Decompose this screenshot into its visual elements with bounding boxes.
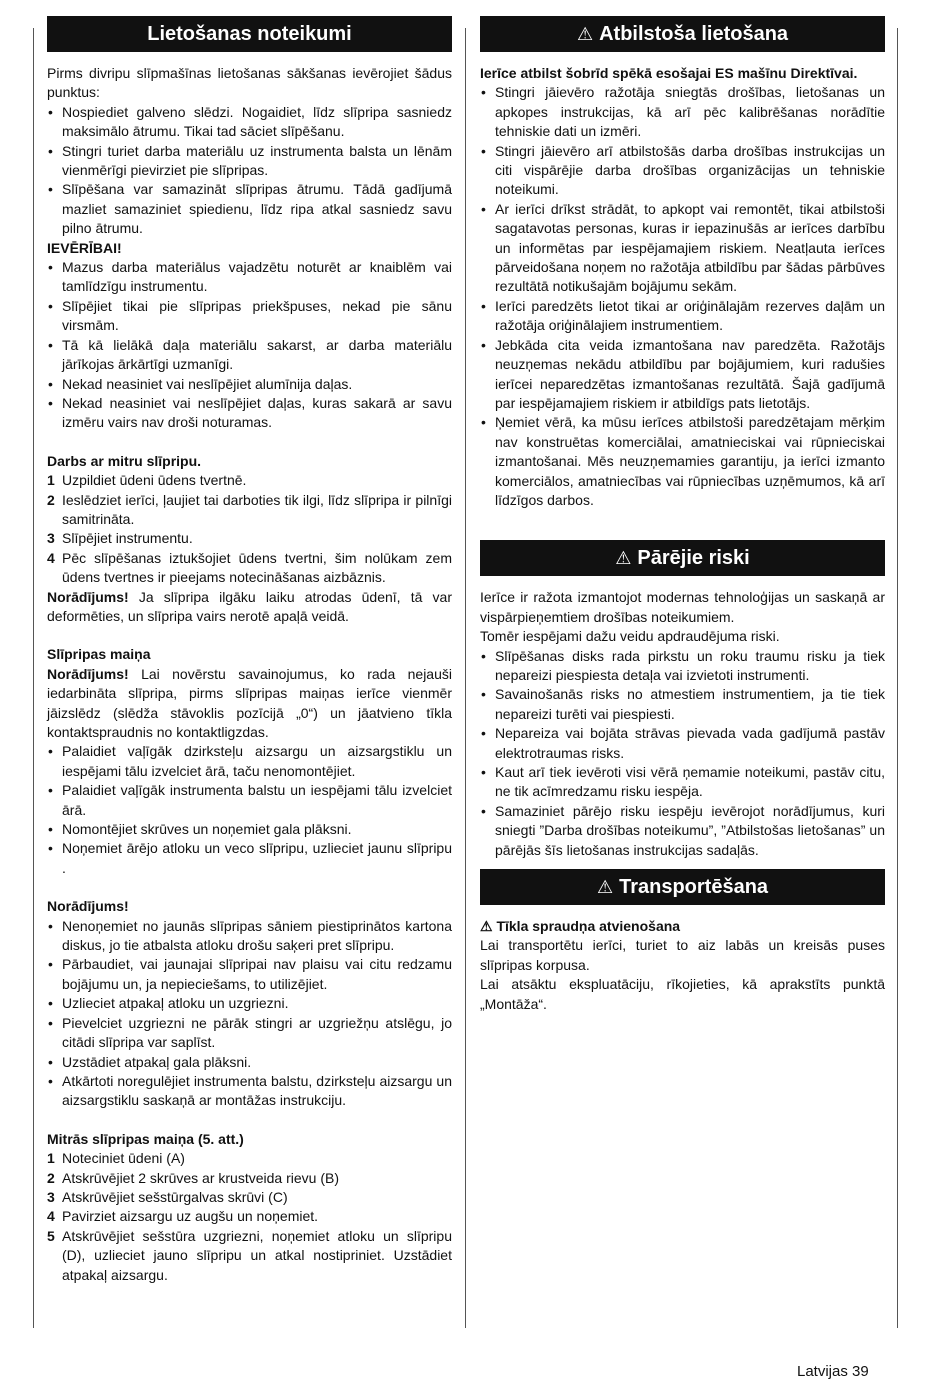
attention-label: IEVĒRĪBAI! (47, 239, 122, 256)
left-column (47, 16, 452, 1285)
list-item: • Nekad neasiniet vai neslīpējiet alumīnija daļas. (47, 375, 452, 394)
list-item: • Tā kā lielākā daļa materiālu sakarst, ar darba materiālu jārīkojas ārkārtīgi uzmanīgi. (47, 336, 452, 375)
unplug-title-text: Tīkla spraudņa atvienošana (496, 918, 681, 935)
step-number: 2 (47, 491, 55, 508)
heading-text: Atbilstoša lietošana (599, 23, 789, 45)
list-item: • Nekad neasiniet vai neslīpējiet daļas, kuras sakarā ar savu izmēru vairs nav droši noturamas. (47, 394, 452, 433)
step-text: Pēc slīpēšanas iztukšojiet ūdens tvertni, šim nolūkam zem ūdens tvertnes ir pieejams notecināšanas aizbāznis. (62, 549, 452, 586)
warning-triangle-icon: ⚠ (576, 24, 594, 44)
step-item (47, 1227, 452, 1285)
right-column (480, 16, 885, 1014)
list-item: • Atkārtoti noregulējiet instrumenta balstu, dzirksteļu aizsargu un aizsargstiklu saskaņā ar montāžas instrukciju. (47, 1072, 452, 1111)
list-item: • Pārbaudiet, vai jaunajai slīpripai nav plaisu vai citu redzamu bojājumu un, ja nepieciešams, to utilizējiet. (47, 955, 452, 994)
transport-text: Lai transportētu ierīci, turiet to aiz labās un kreisās puses slīpripas korpusa. (480, 937, 885, 973)
list-item: • Kaut arī tiek ievēroti visi vērā ņemamie noteikumi, pastāv citu, ne tik acīmredzamu risku iespēja. (480, 763, 885, 802)
intro-text: Pirms divripu slīpmašīnas lietošanas sākšanas ievērojiet šādus punktus: (47, 65, 452, 101)
wet-wheel-change-steps (47, 1149, 452, 1285)
list-item: • Uzstādiet atpakaļ gala plāksni. (47, 1053, 452, 1072)
list-item: • Stingri jāievēro ražotāja sniegtās drošības, lietošanas un apkopes instrukcijas, kā arī pēc kalibrēšanas norādītie tehniskie dati un izmēri. (480, 83, 885, 141)
page-footer: Latvijas 39 (797, 1363, 869, 1380)
intro-bullet-list (47, 103, 452, 239)
list-item: • Palaidiet vaļīgāk dzirksteļu aizsargu un aizsargstiklu un iespējami tālu izvelciet ārā, taču nenomontējiet. (47, 742, 452, 781)
list-item: • Nospiediet galveno slēdzi. Nogaidiet, līdz slīpripa sasniedz maksimālo ātrumu. Tikai tad sāciet slīpēšanu. (47, 103, 452, 142)
risks-bullets (480, 647, 885, 860)
list-item: • Palaidiet vaļīgāk instrumenta balstu un iespējami tālu izvelciet ārā. (47, 781, 452, 820)
step-item (47, 1149, 452, 1168)
step-number: 1 (47, 472, 55, 489)
step-item (47, 1169, 452, 1188)
wheel-change-note (47, 665, 452, 743)
step-number: 4 (47, 549, 55, 566)
warning-triangle-icon: ⚠ (596, 877, 614, 898)
step-item (47, 1207, 452, 1226)
step-number: 3 (47, 530, 55, 547)
note-label: Norādījums! (47, 588, 129, 605)
note2-bullets (47, 917, 452, 1111)
list-item: • Ar ierīci drīkst strādāt, to apkopt vai remontēt, tikai atbilstoši sagatavotas personas, kuras ir iepazinušās ar ierīces darbību un informētas par iespējamajiem riskiem. Neatļauta ierīces pārveidošana noņem no ražotāja atbildību par šādas pārbūves rezultātā notikušajām bojājumu sekām. (480, 200, 885, 297)
list-item: • Pievelciet uzgriezni ne pārāk stingri ar uzgriežņu atslēgu, jo citādi slīpripa var saplīst. (47, 1014, 452, 1053)
list-item: • Samaziniet pārējo risku iespēju ievērojot norādījumus, kuri sniegti ”Darba drošības noteikumu”, ”Atbilstošas lietošanas” un pārējās šīs lietošanas instrukcijas sadaļās. (480, 802, 885, 860)
list-item: • Slīpējiet tikai pie slīpripas priekšpuses, nekad pie sānu virsmām. (47, 297, 452, 336)
risks-intro: Ierīce ir ražota izmantojot modernas tehnoloģijas un saskaņā ar vispārpieņemtiem drošības noteikumiem. (480, 589, 885, 625)
wheel-change-title: Slīpripas maiņa (47, 646, 151, 663)
list-item: • Nomontējiet skrūves un noņemiet gala plāksni. (47, 820, 452, 839)
warning-triangle-icon: ⚠ (480, 918, 493, 935)
wet-note (47, 588, 452, 627)
center-divider-rule (465, 28, 466, 1328)
list-item: • Slīpēšanas disks rada pirkstu un roku traumu risku ja tiek nepareizi piespiesta detaļa vai izvietoti instrumenti. (480, 647, 885, 686)
right-margin-rule (897, 28, 898, 1328)
note-text: Lai novērstu savainojumus, ko rada nejauši iedarbināta slīpripa, pirms slīpripas maiņas ierīce vienmēr jāizslēdz (slēdža stāvoklis pozīcijā „0“) un jāatvieno tīkla kontaktspraudnis no kontaktligzdas. (47, 665, 452, 740)
heading-intended-use (480, 16, 885, 52)
step-text: Noteciniet ūdeni (A) (62, 1150, 185, 1167)
step-item (47, 1188, 452, 1207)
wet-wheel-title: Darbs ar mitru slīpripu. (47, 452, 202, 469)
step-number: 4 (47, 1208, 55, 1225)
intended-use-bullets (480, 83, 885, 510)
step-item (47, 491, 452, 530)
heading-transport (480, 869, 885, 905)
heading-usage-rules: Lietošanas noteikumi (47, 16, 452, 52)
warning-triangle-icon: ⚠ (615, 548, 632, 569)
step-number: 2 (47, 1169, 55, 1186)
risks-intro-2: Tomēr iespējami dažu veidu apdraudējuma riski. (480, 628, 780, 645)
wet-wheel-steps (47, 471, 452, 587)
note-text: Ja slīpripa ilgāku laiku atrodas ūdenī, tā var deformēties, un slīpripa vairs nerotē apaļā veidā. (47, 588, 452, 624)
transport-text-2: Lai atsāktu ekspluatāciju, rīkojieties, kā aprakstīts punktā „Montāža“. (480, 976, 885, 1012)
step-item (47, 529, 452, 548)
step-item (47, 549, 452, 588)
list-item: • Ierīci paredzēts lietot tikai ar oriģinālajām rezerves daļām un ražotāja oriģinālajiem instrumentiem. (480, 297, 885, 336)
list-item: • Nepareiza vai bojāta strāvas pievada vada gadījumā pastāv elektrotraumas risks. (480, 724, 885, 763)
attention-bullet-list (47, 258, 452, 433)
step-text: Atskrūvējiet sešstūra uzgriezni, noņemiet atloku un slīpripu (D), uzlieciet jauno slīpripu un atkal nostipriniet. Uzstādiet atpakaļ aizsargu. (62, 1227, 452, 1283)
list-item: • Ņemiet vērā, ka mūsu ierīces atbilstoši paredzētajam mērķim nav konstruētas komerciālai, amatnieciskai vai rūpnieciskai izmantošanai. Mēs neuzņemamies garantiju, ja ierīci izmanto komerciālos, amatniecības vai rūpniecības uzņēmumos, kā arī līdzīgos darbos. (480, 413, 885, 510)
list-item: • Jebkāda cita veida izmantošana nav paredzēta. Ražotājs neuzņemas nekādu atbildību par bojājumiem, kuri radušies ierīcei neparedzētas izmantošanas rezultātā. Šajā gadījumā par iespējamajiem riskiem ir atbildīgs pats lietotājs. (480, 336, 885, 414)
step-item (47, 471, 452, 490)
step-text: Atskrūvējiet sešstūrgalvas skrūvi (C) (62, 1188, 288, 1205)
heading-text: Transportēšana (619, 876, 769, 899)
step-text: Uzpildiet ūdeni ūdens tvertnē. (62, 472, 247, 489)
step-number: 3 (47, 1188, 55, 1205)
unplug-title (480, 917, 885, 936)
step-number: 1 (47, 1150, 55, 1167)
list-item: • Noņemiet ārējo atloku un veco slīpripu, uzlieciet jaunu slīpripu . (47, 839, 452, 878)
list-item: • Stingri jāievēro arī atbilstošās darba drošības instrukcijas un citi vispārējie darba drošības organizācijas un tehniskie noteikumi. (480, 142, 885, 200)
compliance-statement: Ierīce atbilst šobrīd spēkā esošajai ES mašīnu Direktīvai. (480, 65, 858, 81)
list-item: • Stingri turiet darba materiālu uz instrumenta balsta un lēnām vienmērīgi pievirziet pie slīpripas. (47, 142, 452, 181)
step-text: Ieslēdziet ierīci, ļaujiet tai darboties tik ilgi, līdz slīpripa ir pilnīgi samitrināta. (62, 491, 452, 527)
list-item: • Nenoņemiet no jaunās slīpripas sāniem piestiprinātos kartona diskus, jo tie atbalsta atloku drošu saķeri pret slīpripu. (47, 917, 452, 956)
step-text: Pavirziet aizsargu uz augšu un noņemiet. (62, 1208, 319, 1225)
left-margin-rule (33, 28, 34, 1328)
step-number: 5 (47, 1227, 55, 1244)
wheel-change-bullets (47, 742, 452, 878)
note2-label: Norādījums! (47, 898, 129, 915)
wet-wheel-change-title: Mitrās slīpripas maiņa (5. att.) (47, 1130, 244, 1147)
list-item: • Mazus darba materiālus vajadzētu noturēt ar knaiblēm vai tamlīdzīgu instrumentu. (47, 258, 452, 297)
step-text: Slīpējiet instrumentu. (62, 530, 193, 547)
list-item: • Slīpēšana var samazināt slīpripas ātrumu. Tādā gadījumā mazliet samaziniet spiedienu, līdz ripa atkal sasniedz savu pilno ātrumu. (47, 180, 452, 238)
note-label: Norādījums! (47, 665, 129, 682)
list-item: • Uzlieciet atpakaļ atloku un uzgriezni. (47, 994, 452, 1013)
heading-residual-risks (480, 540, 885, 576)
list-item: • Savainošanās risks no atmestiem instrumentiem, ja tie tiek nepareizi turēti vai piespiesti. (480, 685, 885, 724)
step-text: Atskrūvējiet 2 skrūves ar krustveida rievu (B) (62, 1169, 339, 1186)
heading-text: Pārējie riski (637, 547, 750, 570)
